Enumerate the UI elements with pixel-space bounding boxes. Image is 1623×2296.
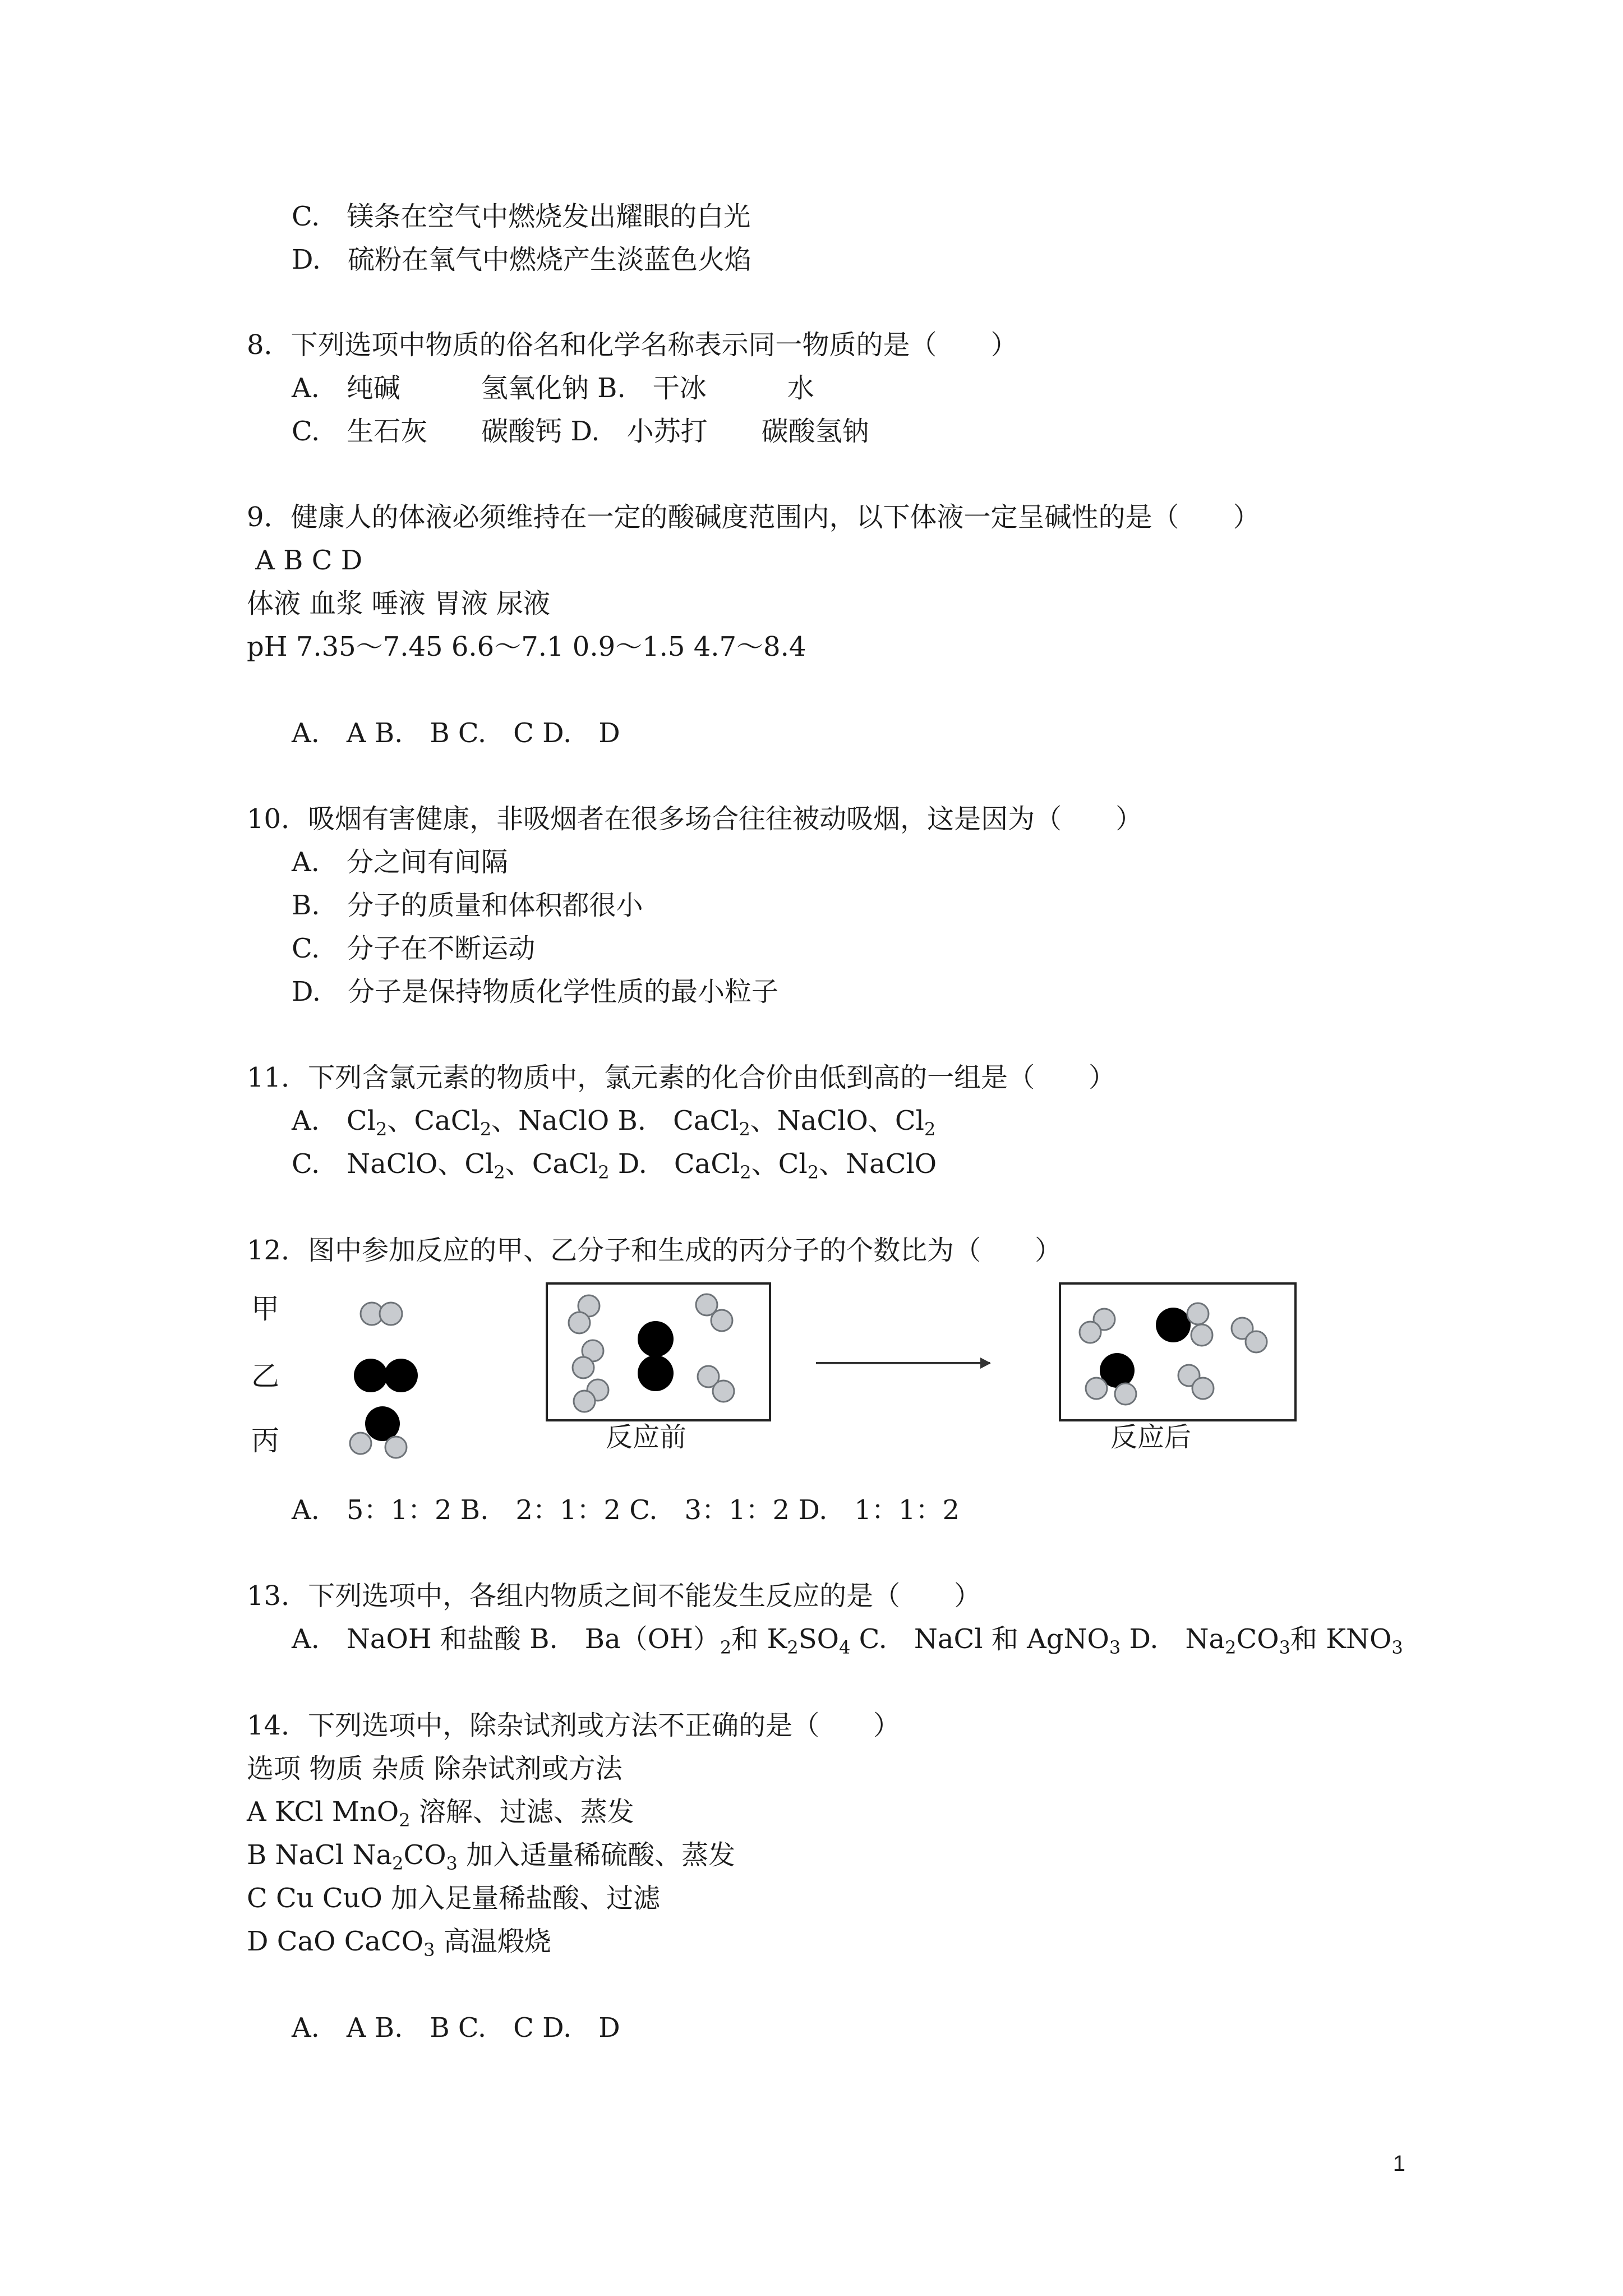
q11-stem: 11．下列含氯元素的物质中，氯元素的化合价由低到高的一组是（ ）: [247, 1062, 1116, 1093]
legend-label-yi: 乙: [251, 1360, 279, 1392]
q7-option-c: C. 镁条在空气中燃烧发出耀眼的白光: [292, 201, 751, 232]
q10-option-a: A. 分之间有间隔: [292, 846, 508, 878]
q12-stem: 12．图中参加反应的甲、乙分子和生成的丙分子的个数比为（ ）: [247, 1235, 1062, 1266]
after-reaction-label: 反应后: [1110, 1421, 1192, 1453]
reaction-arrow: [816, 1358, 991, 1369]
page-number: 1: [1393, 2151, 1405, 2176]
q9-table-row-fluid: 体液 血浆 唾液 胃液 尿液: [247, 588, 551, 619]
q9-table-row-ph: pH 7.35～7.45 6.6～7.1 0.9～1.5 4.7～8.4: [247, 631, 806, 662]
q10-option-d: D. 分子是保持物质化学性质的最小粒子: [292, 976, 779, 1007]
q14-table-row-c: C Cu CuO 加入足量稀盐酸、过滤: [247, 1883, 661, 1914]
q7-option-d: D. 硫粉在氧气中燃烧产生淡蓝色火焰: [292, 244, 752, 275]
q8-options-line1: A. 纯碱 氢氧化钠 B. 干冰 水: [292, 372, 814, 404]
legend-molecule-jia: [361, 1303, 402, 1325]
q11-options-line2: C. NaClO、$Cl_2$、CaCl$_2$ D. CaCl$_2$、$Cl_2$、NaClO: [292, 1148, 937, 1183]
q9-stem: 9．健康人的体液必须维持在一定的酸碱度范围内，以下体液一定呈碱性的是（ ）: [247, 501, 1260, 533]
before-reaction-label: 反应前: [606, 1421, 687, 1453]
q9-table-header: A B C D: [247, 545, 363, 576]
legend-molecule-bing: [350, 1406, 407, 1458]
q14-table-row-b: B NaCl $Na_2CO_3$ 加入适量稀硫酸、蒸发: [247, 1839, 736, 1874]
q13-options: A. NaOH 和盐酸 B. $Ba(OH)_2$和 $K_2SO_4$ C. NaCl 和 AgNO$_3$ D. $Na_2CO_3$和 $KNO_3$: [292, 1623, 1403, 1658]
after-molecule-bing-1: [1156, 1303, 1212, 1346]
q10-stem: 10．吸烟有害健康，非吸烟者在很多场合往往被动吸烟，这是因为（ ）: [247, 803, 1143, 835]
after-molecule-bing-2: [1086, 1353, 1136, 1405]
legend-label-jia: 甲: [251, 1292, 279, 1325]
q14-options: A. A B. B C. C D. D: [292, 2012, 620, 2044]
reaction-diagram: [241, 1273, 1312, 1487]
q9-options: A. A B. B C. C D. D: [292, 717, 620, 749]
q14-stem: 14．下列选项中，除杂试剂或方法不正确的是（ ）: [247, 1710, 901, 1741]
q11-options-line1: A. $Cl_2$、CaCl$_2$、NaClO B. CaCl$_2$、NaClO、$Cl_2$: [292, 1105, 936, 1140]
q14-table-header: 选项 物质 杂质 除杂试剂或方法: [247, 1753, 623, 1784]
legend-molecule-yi: [354, 1359, 418, 1392]
q10-option-b: B. 分子的质量和体积都很小: [292, 890, 643, 921]
q10-option-c: C. 分子在不断运动: [292, 933, 536, 964]
legend-label-bing: 丙: [251, 1424, 279, 1457]
q8-stem: 8．下列选项中物质的俗名和化学名称表示同一物质的是（ ）: [247, 329, 1018, 361]
q13-stem: 13．下列选项中，各组内物质之间不能发生反应的是（ ）: [247, 1580, 981, 1612]
before-molecule-yi: [638, 1321, 674, 1391]
q14-table-row-d: D CaO CaCO$_3$ 高温煅烧: [247, 1926, 551, 1961]
q12-options: A. 5：1：2 B. 2：1：2 C. 3：1：2 D. 1：1：2: [292, 1494, 960, 1526]
q8-options-line2: C. 生石灰 碳酸钙 D. 小苏打 碳酸氢钠: [292, 416, 869, 447]
q14-table-row-a: A KCl MnO$_2$ 溶解、过滤、蒸发: [247, 1796, 634, 1831]
